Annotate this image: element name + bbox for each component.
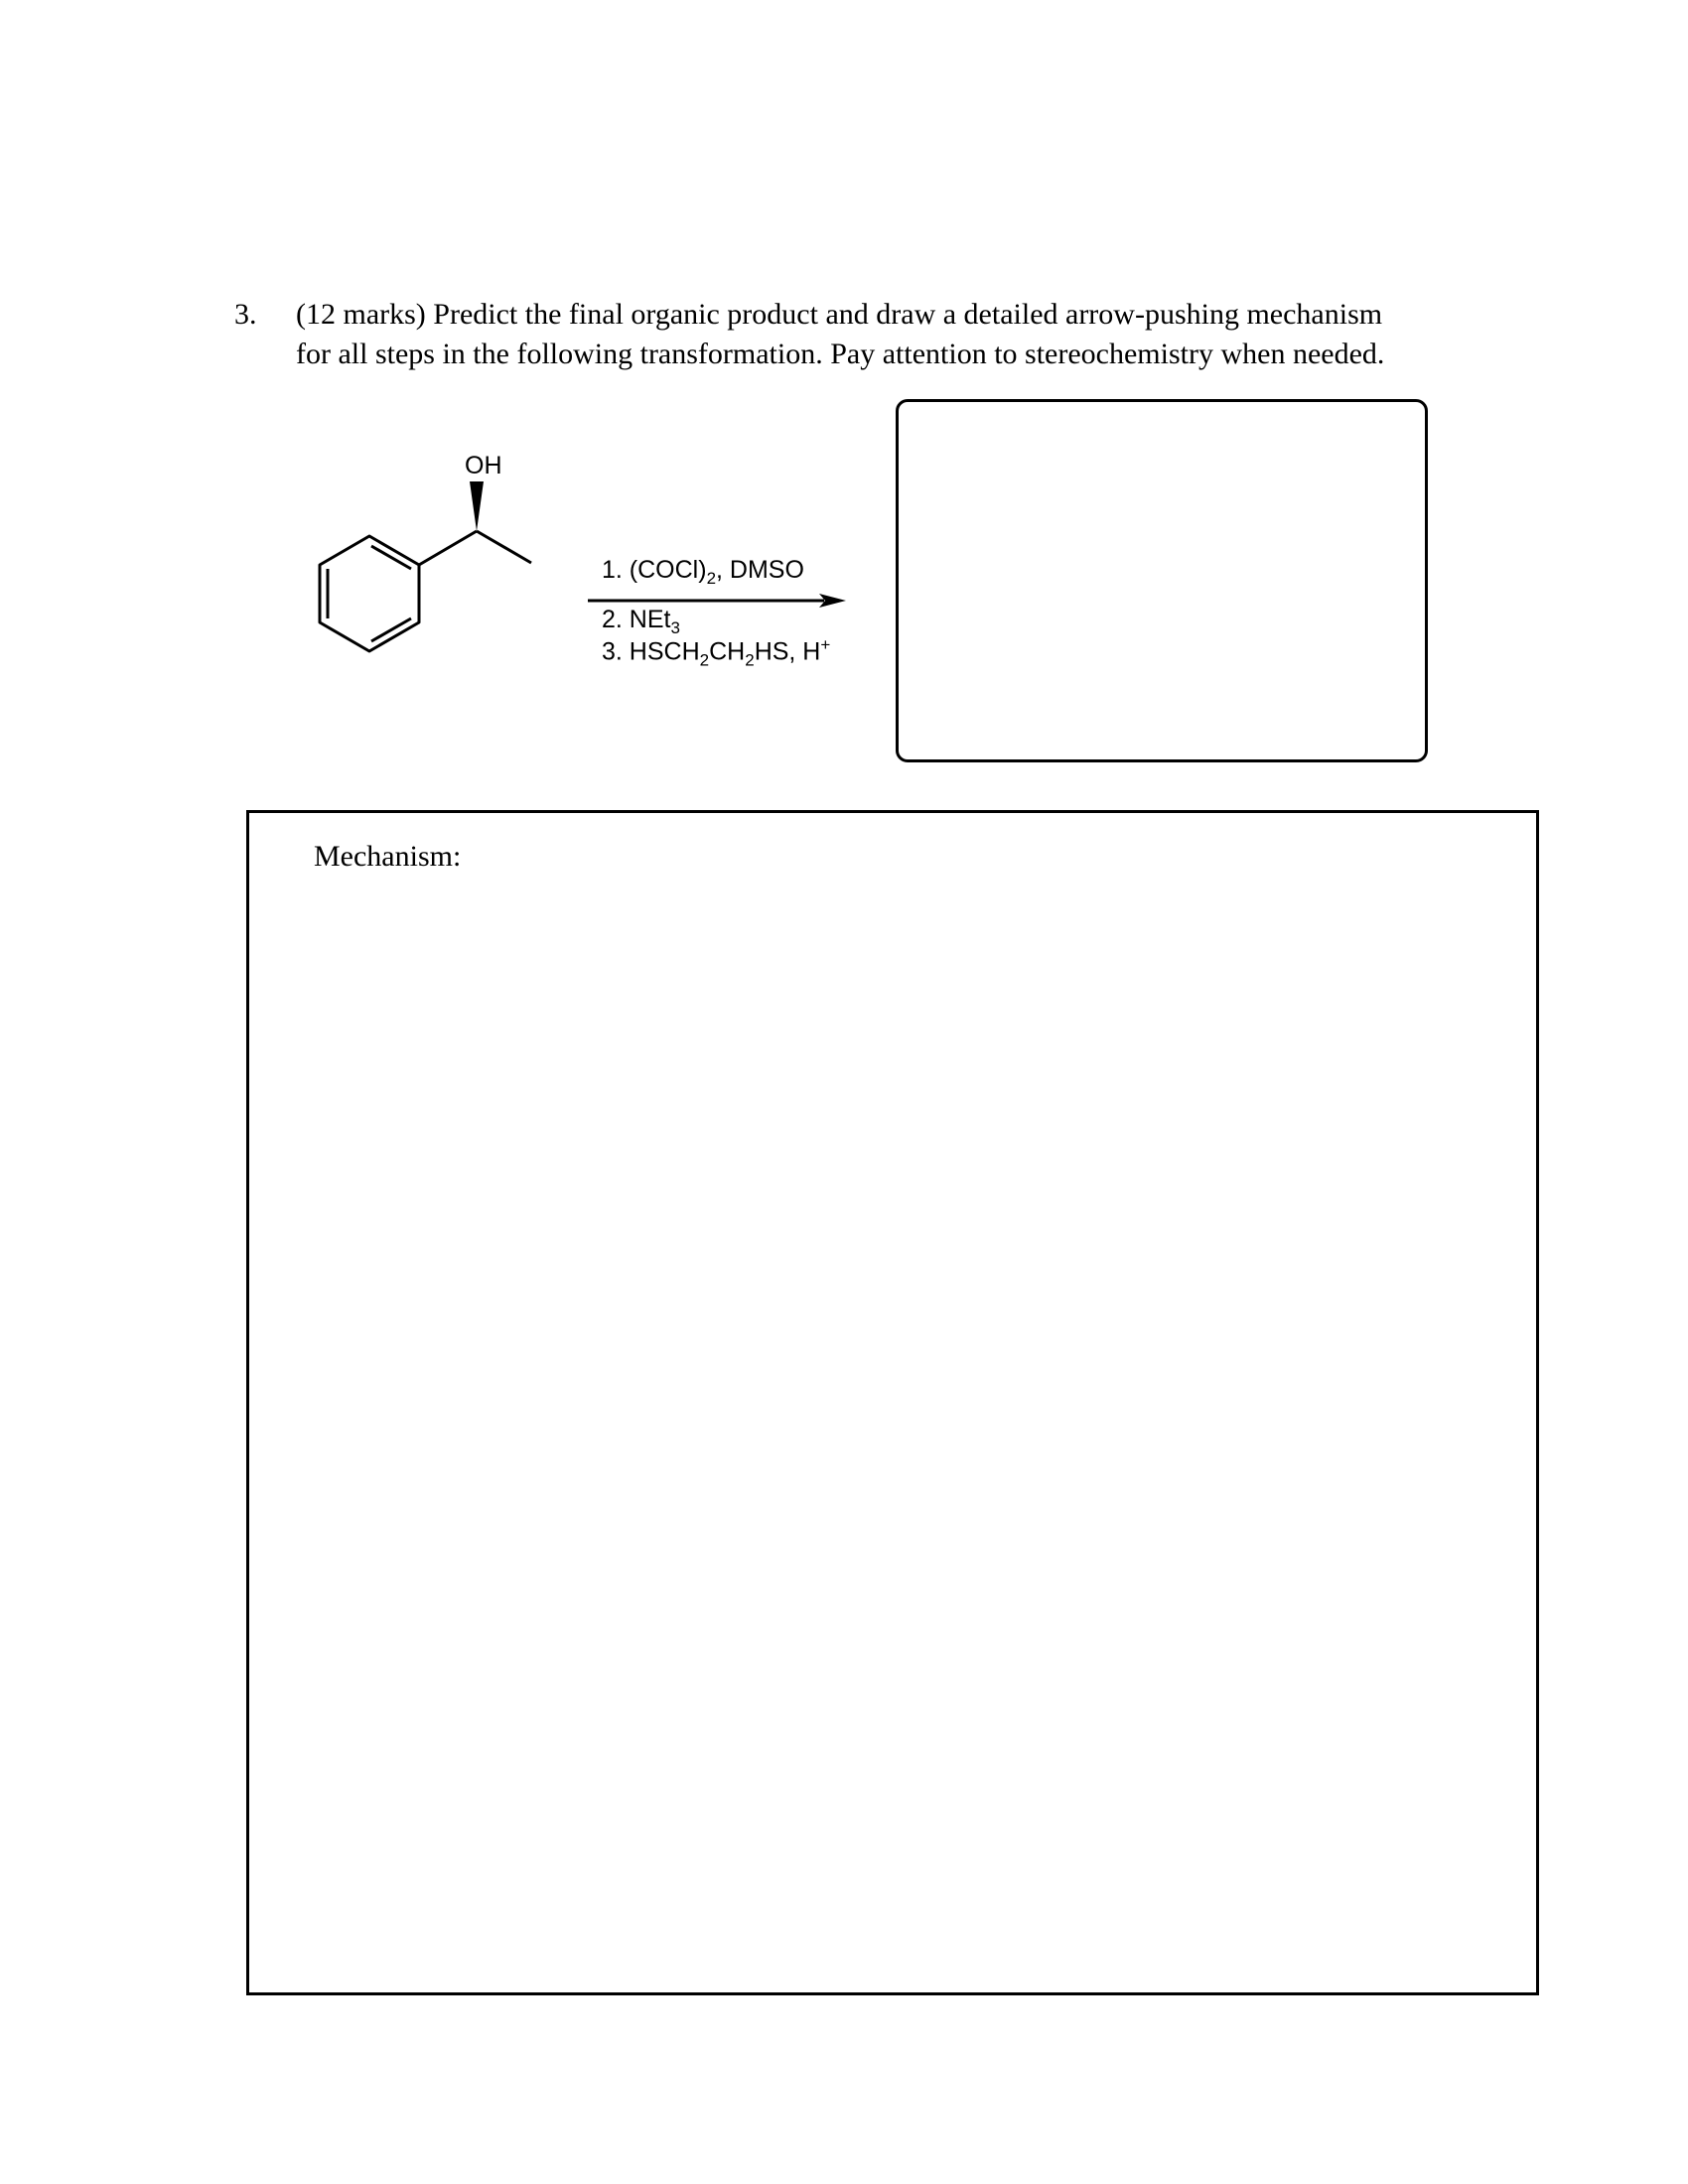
question-text <box>296 295 1527 374</box>
wedge-bond-oh <box>470 481 484 531</box>
reagent-step-3: 3. $HSCH_2CH_2HS$, H+ <box>602 635 831 670</box>
mechanism-answer-box[interactable] <box>246 810 1539 1995</box>
oh-label: OH <box>465 452 502 479</box>
question-line-2: for all steps in the following transformation. Pay attention to stereochemistry when needed. <box>296 338 1385 370</box>
mechanism-label: Mechanism: <box>314 840 462 873</box>
bond-methyl <box>477 531 531 563</box>
reagent-step-1: 1. $(COCl)_2$, DMSO <box>602 556 804 588</box>
question-number: 3. <box>234 298 257 331</box>
question-line-1: (12 marks) Predict the final organic product and draw a detailed arrow-pushing mechanism <box>296 298 1383 331</box>
product-answer-box[interactable] <box>896 399 1428 762</box>
starting-material-structure <box>288 437 546 675</box>
reagent-step-2: 2. NEt$_3$ <box>602 606 680 637</box>
bond-ring-to-stereocenter <box>419 531 477 565</box>
benzene-ring <box>320 536 419 651</box>
